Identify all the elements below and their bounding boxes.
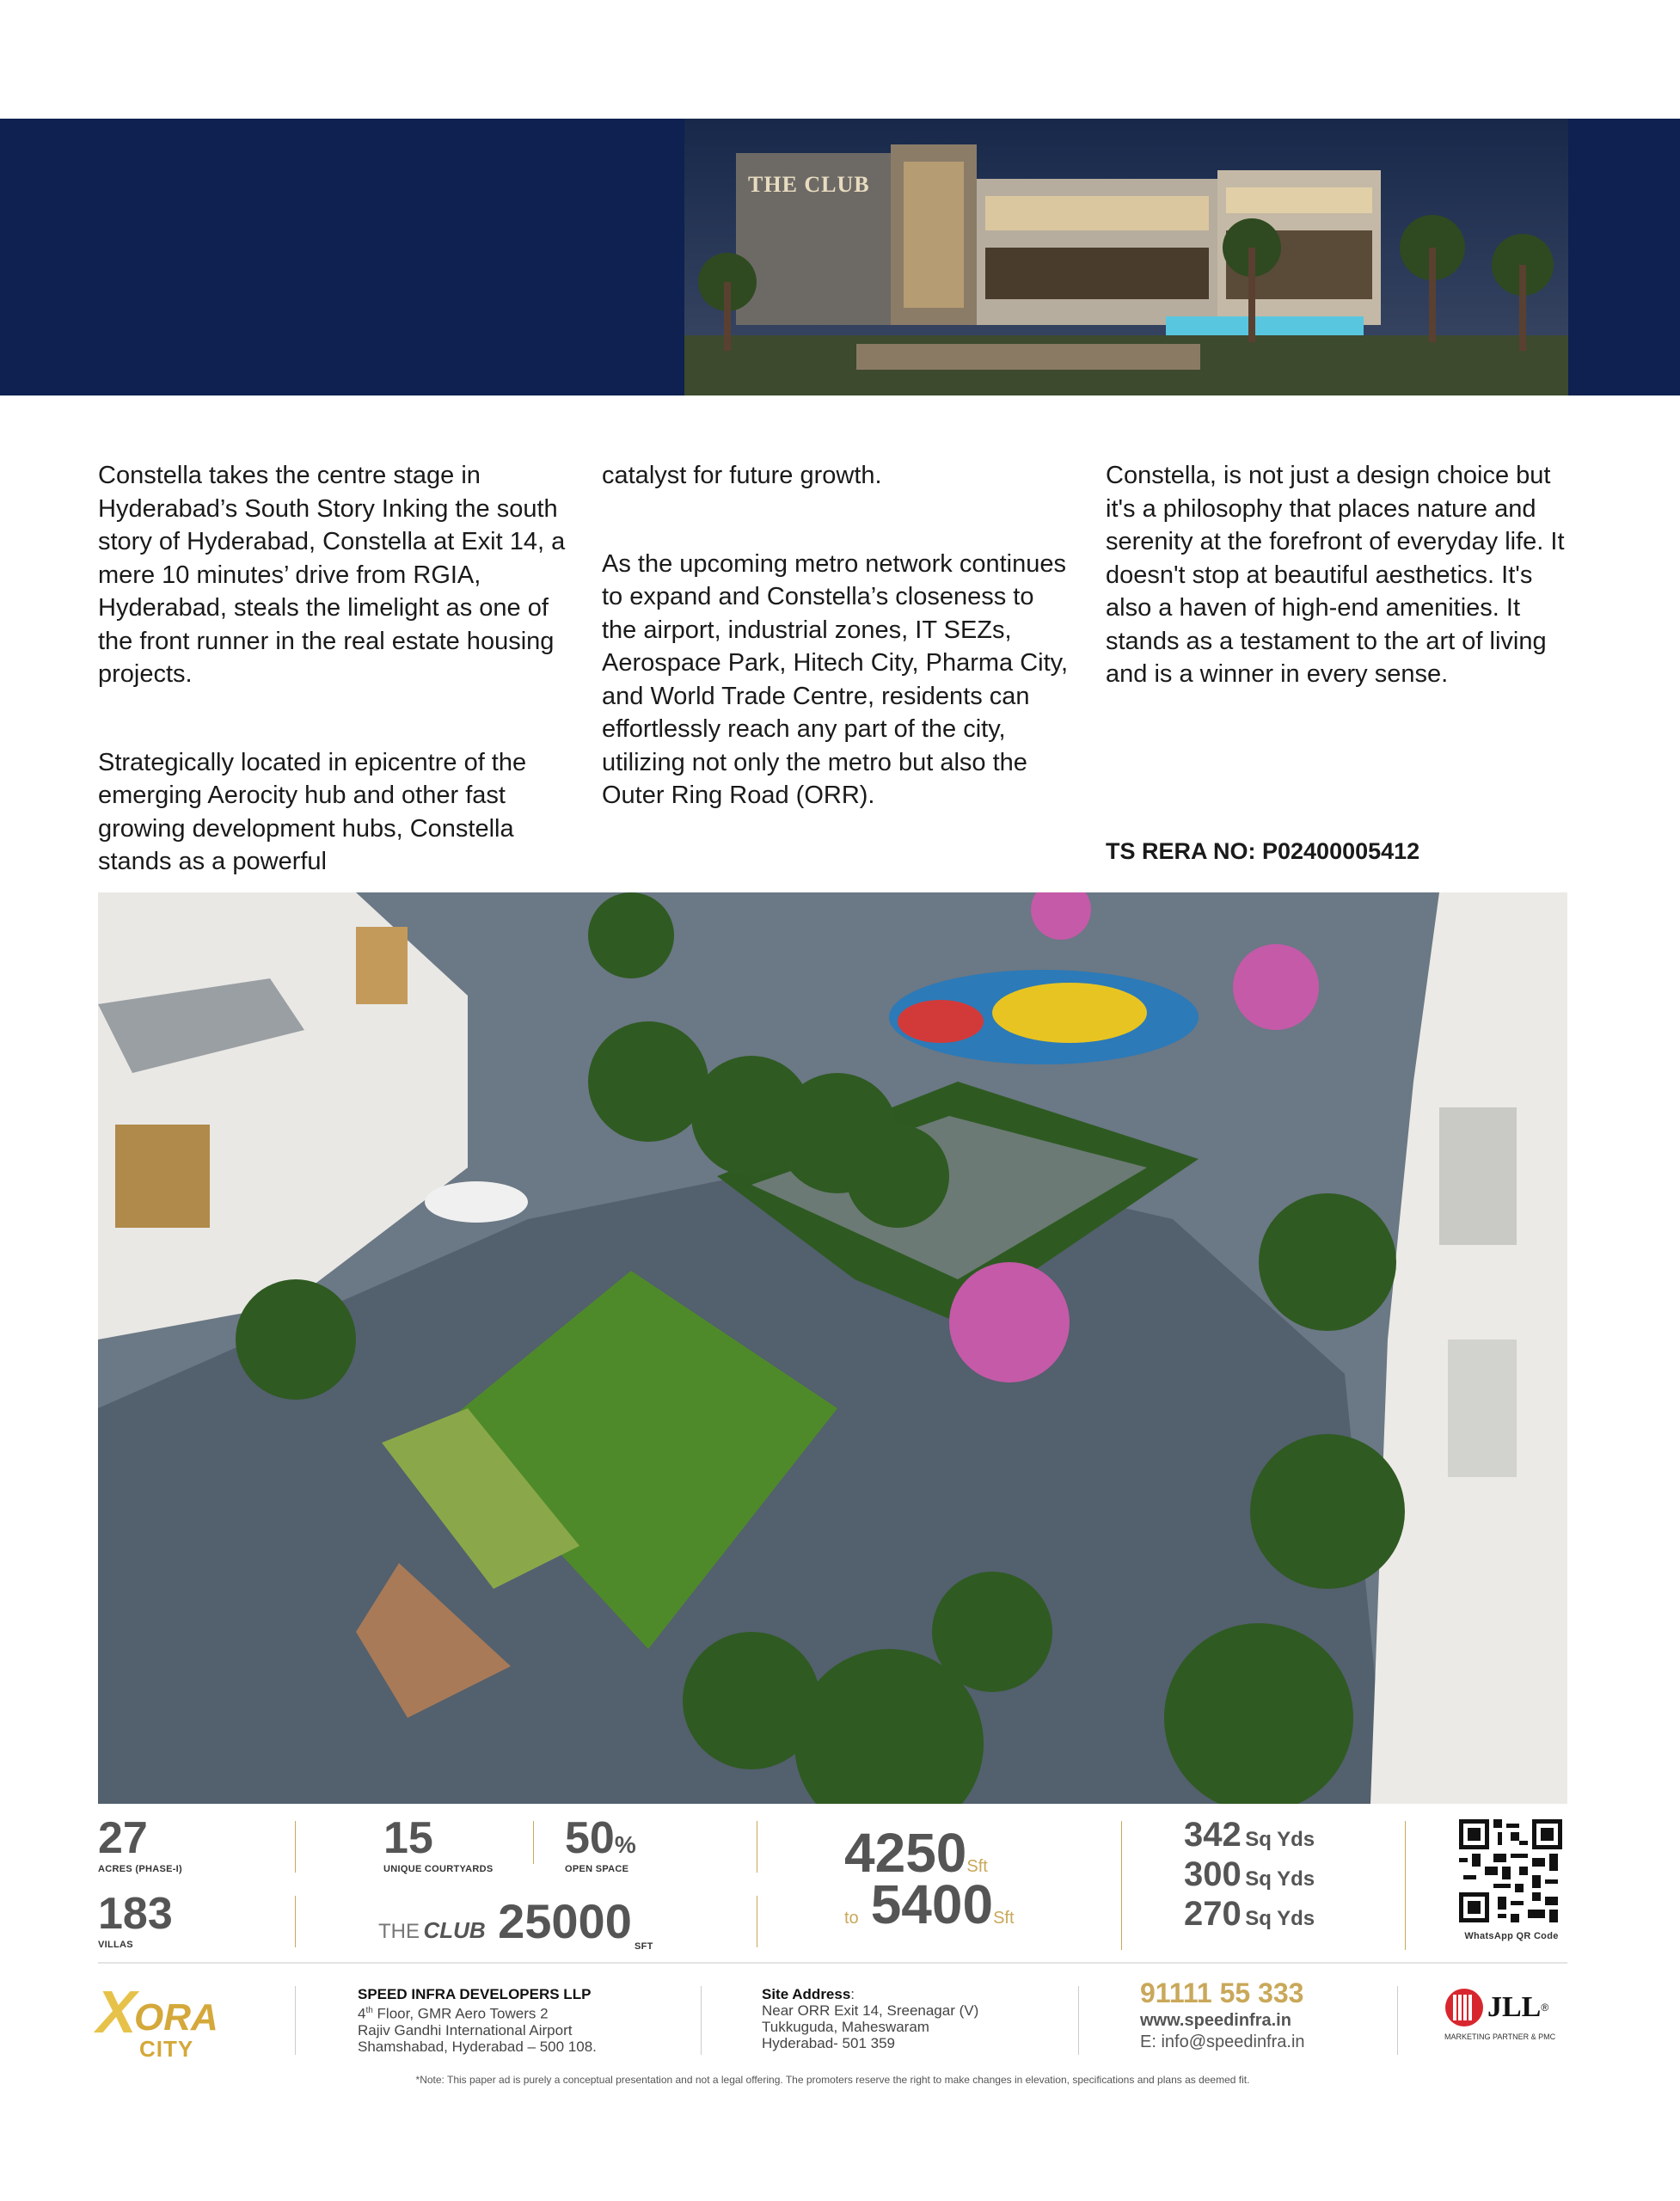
logo-text-bottom: CITY xyxy=(139,2036,194,2062)
footer-divider xyxy=(1078,1986,1079,2055)
qr-code-label: WhatsApp QR Code xyxy=(1464,1931,1559,1941)
column-3-paragraph-1: Constella, is not just a design choice but it's a philosophy that places nature and serenity at the forefront of everyday life. It doesn't stop at beautiful aesthetics. It's also a haven of high-end amenities. It stands as a testament to the art of living and is a winner in every sense. xyxy=(1106,462,1565,688)
column-1-paragraph-1: Constella takes the centre stage in Hyderabad’s South Story Inking the south story of Hyderabad, Constella at Exit 14, a mere 10 minutes’ drive from RGIA, Hyderabad, steals the limelight as one of the front runner in the real estate housing projects. xyxy=(98,462,566,688)
plot-value: 342 xyxy=(1184,1816,1242,1854)
site-heading-text: Site Address xyxy=(762,1986,851,2002)
text-column-3 xyxy=(1106,459,1574,691)
disclaimer-note: *Note: This paper ad is purely a conceptual presentation and not a legal offering. The promoters reserve the right to make changes in elevation, specifications and plans as deemed fit. xyxy=(415,2074,1250,2086)
rera-number: TS RERA NO: P02400005412 xyxy=(1106,838,1420,864)
club-area-value: 25000 xyxy=(498,1894,632,1948)
size-from-value: 4250 xyxy=(844,1822,967,1884)
stat-divider xyxy=(295,1896,296,1947)
site-address-line-1: Near ORR Exit 14, Sreenagar (V) xyxy=(762,2002,979,2019)
logo-text-top: ORA xyxy=(134,1996,218,2039)
xora-city-logo xyxy=(96,1977,242,2072)
acres-label: ACRES (PHASE-I) xyxy=(98,1864,183,1874)
developer-address xyxy=(358,1986,597,2055)
club-rendering-image xyxy=(684,119,1568,395)
floor-rest: Floor, GMR Aero Towers 2 xyxy=(372,2005,549,2022)
size-to-unit: Sft xyxy=(993,1909,1015,1928)
footer-divider xyxy=(98,1962,1567,1964)
contact-block xyxy=(1140,1977,1305,2052)
villas-value: 183 xyxy=(98,1889,173,1939)
floor-number: 4 xyxy=(358,2005,366,2022)
site-heading-colon: : xyxy=(850,1986,855,2002)
plot-unit: Sq Yds xyxy=(1245,1867,1315,1891)
site-address-line-3: Hyderabad- 501 359 xyxy=(762,2035,896,2051)
open-space-value: 50 xyxy=(565,1813,615,1863)
courtyards-value: 15 xyxy=(383,1813,433,1863)
text-column-1 xyxy=(98,459,567,879)
footer-divider xyxy=(701,1986,702,2055)
jll-registered: ® xyxy=(1541,2002,1549,2014)
website-link[interactable]: www.speedinfra.in xyxy=(1140,2011,1291,2030)
email-link[interactable]: E: info@speedinfra.in xyxy=(1140,2032,1305,2051)
whatsapp-qr-code[interactable] xyxy=(1459,1819,1562,1922)
column-2-paragraph-1: catalyst for future growth. xyxy=(602,462,882,489)
club-name: CLUB xyxy=(423,1917,486,1943)
jll-partner-label: MARKETING PARTNER & PMC xyxy=(1444,2032,1556,2041)
developer-name: SPEED INFRA DEVELOPERS LLP xyxy=(358,1986,592,2002)
developer-address-line-2: Rajiv Gandhi International Airport xyxy=(358,2021,573,2039)
club-sign: THE CLUB xyxy=(748,172,870,197)
column-1-paragraph-2: Strategically located in epicentre of the emerging Aerocity hub and other fast growing development hubs, Constella stands as a powerful xyxy=(98,748,527,875)
plot-unit: Sq Yds xyxy=(1245,1907,1315,1930)
site-address xyxy=(762,1986,978,2051)
plot-value: 270 xyxy=(1184,1895,1242,1933)
stat-divider xyxy=(533,1821,534,1864)
plot-value: 300 xyxy=(1184,1855,1242,1893)
size-to-word: to xyxy=(844,1909,859,1928)
size-from-unit: Sft xyxy=(966,1857,988,1876)
footer-divider xyxy=(1397,1986,1398,2055)
site-address-line-2: Tukkuguda, Maheswaram xyxy=(762,2019,929,2035)
plot-size-2 xyxy=(1184,1855,1315,1894)
stat-divider xyxy=(295,1821,296,1873)
phone-number[interactable]: 91111 55 333 xyxy=(1140,1977,1304,2008)
text-column-2 xyxy=(602,459,1070,812)
villas-label: VILLAS xyxy=(98,1940,133,1950)
jll-emblem-icon xyxy=(1444,1988,1484,2027)
club-prefix: THE xyxy=(378,1920,420,1943)
column-2-paragraph-2: As the upcoming metro network continues to expand and Constella’s closeness to the airport, industrial zones, IT SEZs, Aerospace Park, Hitech City, Pharma City, and World Trade Centre, residents can effortlessly reach any part of the city, utilizing not only the metro but also the Outer Ring Road (ORR). xyxy=(602,549,1069,809)
floor-suffix: th xyxy=(365,2006,373,2015)
site-address-heading xyxy=(762,1986,978,2002)
footer-divider xyxy=(295,1986,296,2055)
open-space-label: OPEN SPACE xyxy=(565,1864,629,1874)
jll-brand: JLL xyxy=(1487,1991,1542,2023)
plot-unit: Sq Yds xyxy=(1245,1828,1315,1851)
club-area-unit: SFT xyxy=(635,1941,653,1952)
stat-divider xyxy=(1121,1821,1122,1950)
plot-size-1 xyxy=(1184,1816,1315,1855)
developer-address-line-3: Shamshabad, Hyderabad – 500 108. xyxy=(358,2038,597,2055)
stat-divider xyxy=(1405,1821,1406,1950)
club-stat xyxy=(378,1893,632,1949)
jll-logo xyxy=(1444,1988,1570,2041)
size-to xyxy=(844,1873,1015,1936)
open-space-stat xyxy=(565,1812,636,1864)
size-to-value: 5400 xyxy=(870,1873,994,1935)
plot-size-3 xyxy=(1184,1895,1315,1934)
developer-address-line-1 xyxy=(358,2002,597,2022)
logo-x-mark: X xyxy=(96,1978,137,2045)
acres-value: 27 xyxy=(98,1813,148,1863)
aerial-courtyard-render xyxy=(98,892,1567,1804)
courtyards-label: UNIQUE COURTYARDS xyxy=(383,1864,494,1874)
open-space-unit: % xyxy=(614,1831,636,1858)
